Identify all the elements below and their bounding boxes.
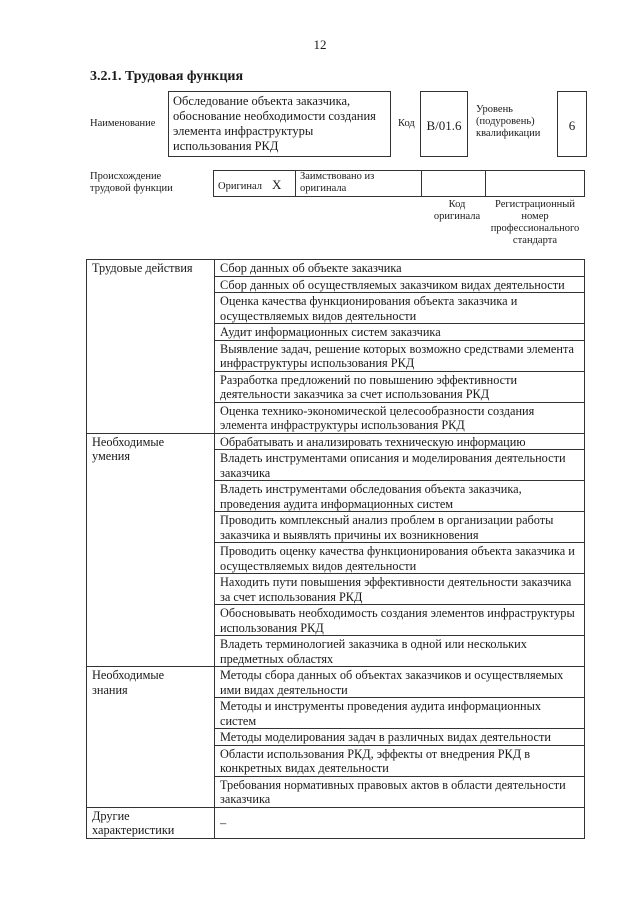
- labor-action-item: Выявление задач, решение которых возможно средствами элемента инфраструктуры использования РКД: [215, 340, 585, 371]
- original-code-cell: [422, 171, 486, 196]
- knowledge-row: [87, 667, 585, 698]
- labor-action-item: Сбор данных об объекте заказчика: [215, 260, 585, 277]
- skill-item: Владеть инструментами описания и моделирования деятельности заказчика: [215, 450, 585, 481]
- labor-action-item: Разработка предложений по повышению эффективности деятельности заказчика за счет использования РКД: [215, 371, 585, 402]
- function-table: [86, 259, 585, 839]
- skill-item: Владеть инструментами обследования объекта заказчика, проведения аудита информационных систем: [215, 481, 585, 512]
- function-name: Обследование объекта заказчика, обоснование необходимости создания элемента инфраструктуры использования РКД: [168, 91, 391, 157]
- original-mark: X: [272, 177, 282, 192]
- knowledge-label: Необходимые знания: [87, 667, 215, 808]
- registration-number-caption: Регистрационный номер профессионального стандарта: [490, 199, 580, 246]
- other-characteristics-item: –: [215, 807, 585, 838]
- knowledge-item: Требования нормативных правовых актов в области деятельности заказчика: [215, 776, 585, 807]
- qualification-level: 6: [557, 91, 587, 157]
- borrowed-cell: Заимствовано из оригинала: [296, 171, 422, 196]
- registration-number-cell: [486, 171, 584, 196]
- knowledge-item: Области использования РКД, эффекты от внедрения РКД в конкретных видах деятельности: [215, 745, 585, 776]
- skill-row: [87, 433, 585, 450]
- labor-action-item: Оценка технико-экономической целесообразности создания элемента инфраструктуры использования РКД: [215, 402, 585, 433]
- other-characteristics-label: Другие характеристики: [87, 807, 215, 838]
- function-code: B/01.6: [420, 91, 468, 157]
- origin-table: [213, 170, 585, 197]
- knowledge-item: Методы моделирования задач в различных видах деятельности: [215, 729, 585, 746]
- original-cell: Оригинал X: [214, 171, 296, 196]
- labor-action-item: Сбор данных об осуществляемых заказчиком видах деятельности: [215, 276, 585, 293]
- other-characteristics-row: [87, 807, 585, 838]
- skill-item: Проводить комплексный анализ проблем в организации работы заказчика и выявлять причины их возникновения: [215, 512, 585, 543]
- code-label: Код: [398, 118, 415, 129]
- knowledge-item: Методы сбора данных об объектах заказчиков и осуществляемых ими видах деятельности: [215, 667, 585, 698]
- skill-item: Владеть терминологией заказчика в одной или нескольких предметных областях: [215, 636, 585, 667]
- labor-action-label: Трудовые действия: [87, 260, 215, 434]
- skill-label: Необходимые умения: [87, 433, 215, 667]
- labor-action-item: Оценка качества функционирования объекта заказчика и осуществляемых видов деятельности: [215, 293, 585, 324]
- skill-item: Проводить оценку качества функционирования объекта заказчика и осуществляемых видов деятельности: [215, 543, 585, 574]
- section-title: 3.2.1. Трудовая функция: [90, 69, 244, 84]
- original-code-caption: Код оригинала: [433, 199, 481, 222]
- skill-item: Находить пути повышения эффективности деятельности заказчика за счет использования РКД: [215, 574, 585, 605]
- labor-action-row: [87, 260, 585, 277]
- skill-item: Обрабатывать и анализировать техническую информацию: [215, 433, 585, 450]
- page-number: 12: [313, 37, 327, 52]
- origin-label: Происхождение трудовой функции: [90, 171, 173, 194]
- name-label: Наименование: [90, 118, 156, 129]
- skill-item: Обосновывать необходимость создания элементов инфраструктуры использования РКД: [215, 605, 585, 636]
- level-label: Уровень (подуровень) квалификации: [476, 104, 541, 139]
- knowledge-item: Методы и инструменты проведения аудита информационных систем: [215, 698, 585, 729]
- labor-action-item: Аудит информационных систем заказчика: [215, 324, 585, 341]
